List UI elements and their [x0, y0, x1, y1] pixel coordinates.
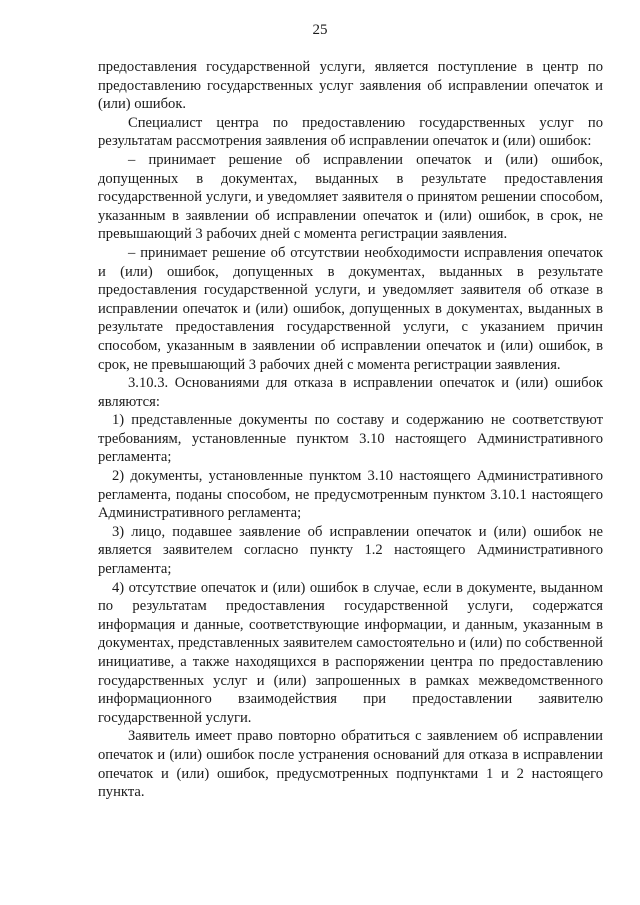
list-item-3: 3) лицо, подавшее заявление об исправлении опечаток и (или) ошибок не является заявителем согласно пункту 1.2 настоящего Административного регламента; [98, 523, 603, 578]
list-item-2: 2) документы, установленные пунктом 3.10 настоящего Административного регламента, поданы способом, не предусмотренным пунктом 3.10.1 настоящего Административного регламента; [98, 468, 603, 522]
list-item-4: 4) отсутствие опечаток и (или) ошибок в случае, если в документе, выданном по результатам предоставления государственной услуги, содержатся информация и данные, соответствующие информации, и данным, указанным в документах, представленных заявителем самостоятельно и (или) по собственной инициативе, а также находящихся в распоряжении центра по предоставлению государственных услуг и (или) запрошенных в рамках межведомственного информационного взаимодействия при предоставлении заявителю государственной услуги. [98, 579, 603, 726]
paragraph-1: предоставления государственной услуги, является поступление в центр по предоставлению государственных услуг заявления об исправлении опечаток и (или) ошибок. [98, 59, 603, 113]
page-number: 25 [312, 22, 328, 38]
paragraph-4: – принимает решение об отсутствии необходимости исправления опечаток и (или) ошибок, допущенных в документах, выданных в результате предоставления государственной услуги, и уведомляет заявителя об отказе в исправлении опечаток и (или) ошибок, допущенных в документах, выданных в результате предоставления государственной услуги, с указанием причин способом, указанным в заявлении об исправлении опечаток и (или) ошибок, в срок, не превышающий 3 рабочих дней с момента регистрации заявления. [98, 244, 603, 373]
paragraph-3: – принимает решение об исправлении опечаток и (или) ошибок, допущенных в документах, выданных в результате предоставления государственной услуги, и уведомляет заявителя о принятом решении способом, указанным в заявлении об исправлении опечаток и (или) ошибок, в срок, не превышающий 3 рабочих дней с момента регистрации заявления. [98, 151, 603, 243]
document-body [98, 58, 603, 802]
paragraph-5: 3.10.3. Основаниями для отказа в исправлении опечаток и (или) ошибок являются: [98, 375, 603, 410]
list-item-1: 1) представленные документы по составу и содержанию не соответствуют требованиям, установленные пунктом 3.10 настоящего Административного регламента; [98, 412, 603, 466]
paragraph-2: Специалист центра по предоставлению государственных услуг по результатам рассмотрения заявления об исправлении опечаток и (или) ошибок: [98, 114, 603, 150]
paragraph-final: Заявитель имеет право повторно обратиться с заявлением об исправлении опечаток и (или) ошибок после устранения оснований для отказа в исправлении опечаток и (или) ошибок, предусмотренных подпунктами 1 и 2 настоящего пункта. [98, 728, 603, 801]
